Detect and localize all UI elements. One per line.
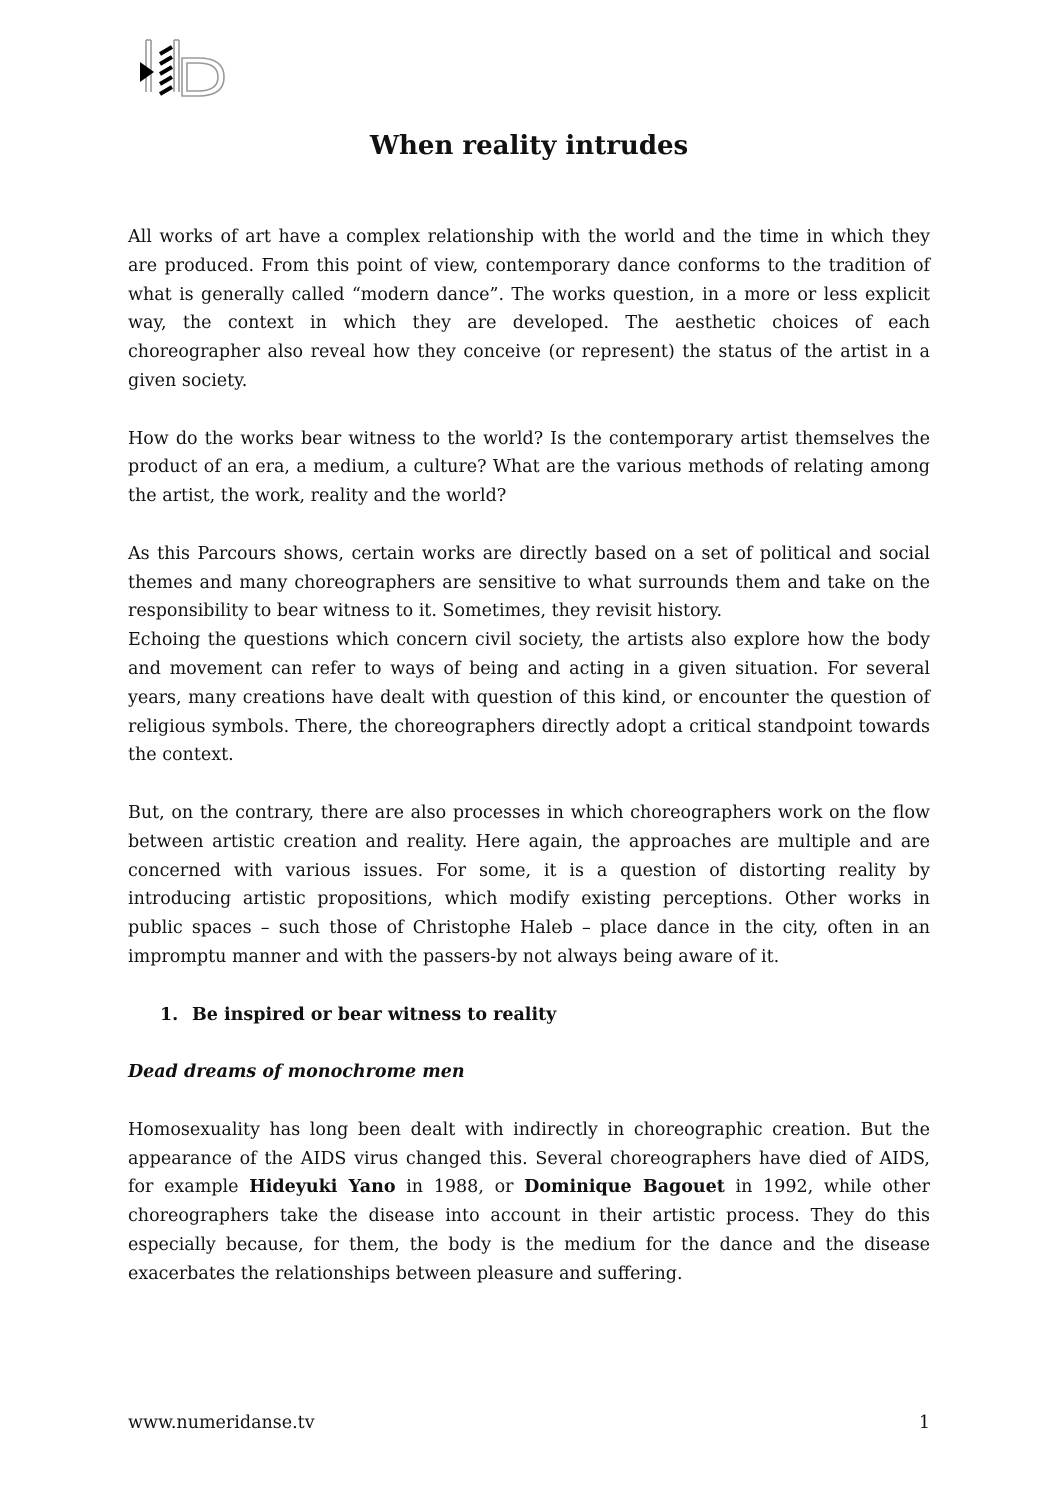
paragraph-aids-part3: in 1992, while other choreographers take the disease into account in their artistic process. They do this especially because, for them, the body is the medium for the dance and the disease exacerbates the relationships between pleasure and suffering. [128, 1177, 930, 1284]
section-heading-text: Be inspired or bear witness to reality [192, 1004, 557, 1025]
section-list [128, 1001, 930, 1030]
paragraph-aids-part1: Homosexuality has long been dealt with indirectly in choreographic creation. But the appearance of the AIDS virus changed this. Several choreographers have died of AIDS, for example [128, 1119, 930, 1198]
page-number: 1 [918, 1413, 930, 1433]
paragraph-questions: How do the works bear witness to the world? Is the contemporary artist themselves the product of an era, a medium, a culture? What are the various methods of relating among the artist, the work, reality and the world? [128, 428, 930, 507]
section-number: 1. [160, 1004, 179, 1025]
paragraph-aids-part2: in 1988, or [395, 1177, 525, 1198]
paragraph-civil-society: Echoing the questions which concern civil society, the artists also explore how the body and movement can refer to ways of being and acting in a given situation. For several years, many creations have dealt with question of this kind, or encounter the question of religious symbols. There, the choreographers directly adopt a critical standpoint towards the context. [128, 630, 930, 766]
paragraph-parcours: As this Parcours shows, certain works are directly based on a set of political and social themes and many choreographers are sensitive to what surrounds them and take on the responsibility to bear witness to it. Sometimes, they revisit history. [128, 543, 930, 622]
choreographer-name-yano: Hideyuki Yano [249, 1177, 396, 1198]
section-heading [128, 1001, 930, 1030]
choreographer-name-bagouet: Dominique Bagouet [524, 1177, 725, 1198]
document-body [128, 223, 930, 1317]
subheading: Dead dreams of monochrome men [128, 1062, 465, 1083]
paragraph-aids [128, 1116, 930, 1289]
footer-url[interactable]: www.numeridanse.tv [128, 1413, 315, 1433]
paragraph-contrary: But, on the contrary, there are also processes in which choreographers work on the flow between artistic creation and reality. Here again, the approaches are multiple and are concerned with various issues. For some, it is a question of distorting reality by introducing artistic propositions, which modify existing perceptions. Other works in public spaces – such those of Christophe Haleb – place dance in the city, often in an impromptu manner and with the passers-by not always being aware of it. [128, 802, 930, 967]
numeridanse-logo [138, 38, 230, 98]
page-title: When reality intrudes [369, 131, 689, 161]
nd-logo-icon [138, 38, 230, 98]
paragraph-intro: All works of art have a complex relationship with the world and the time in which they are produced. From this point of view, contemporary dance conforms to the tradition of what is generally called “modern dance”. The works question, in a more or less explicit way, the context in which they are developed. The aesthetic choices of each choreographer also reveal how they conceive (or represent) the status of the artist in a given society. [128, 227, 930, 391]
